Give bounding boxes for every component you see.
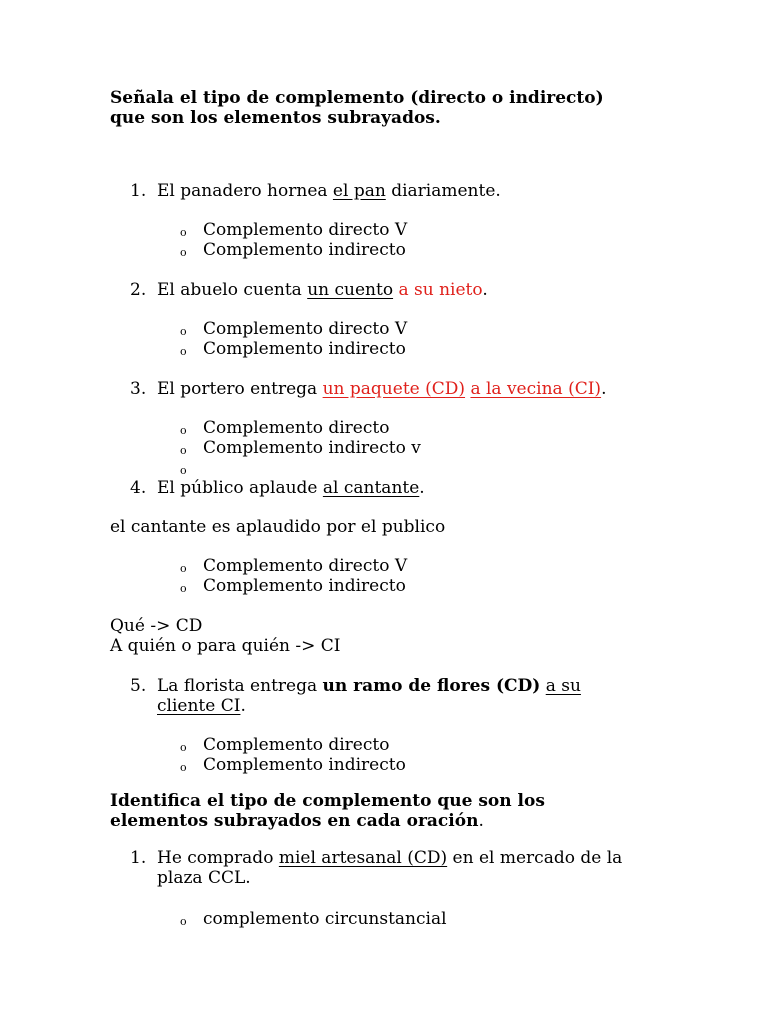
section-title-line-1: Señala el tipo de complemento (directo o indirecto) [110, 88, 604, 108]
question-number: 4. [130, 478, 147, 498]
section-title-line-2: que son los elementos subrayados. [110, 108, 441, 128]
bullet-icon: o [180, 444, 187, 457]
question-number: 5. [130, 676, 147, 696]
bullet-icon: o [180, 915, 187, 928]
section-title-end: . [478, 811, 484, 831]
question-text: El abuelo cuenta [157, 280, 308, 300]
question-text: . [419, 478, 425, 498]
question-1-text [157, 181, 501, 201]
question-text: diariamente. [385, 181, 501, 201]
bullet-icon: o [180, 464, 187, 477]
red-element: a su nieto [398, 280, 483, 300]
option-label: Complemento indirecto [203, 339, 406, 359]
question-number: 3. [130, 379, 147, 399]
bullet-icon: o [180, 761, 187, 774]
note-text: el cantante es aplaudido por el publico [110, 517, 446, 537]
bullet-icon: o [180, 424, 187, 437]
question-text: . [601, 379, 607, 399]
option-label: Complemento directo [203, 418, 390, 438]
rule-text: Qué -> CD [110, 616, 203, 636]
bullet-icon: o [180, 246, 187, 259]
underlined-element: al cantante [322, 478, 420, 498]
bullet-icon: o [180, 582, 187, 595]
option-label: Complemento indirecto [203, 755, 406, 775]
option-label: Complemento indirecto v [203, 438, 421, 458]
question-2-text [157, 280, 488, 300]
bullet-icon: o [180, 325, 187, 338]
question-text: El panadero hornea [157, 181, 333, 201]
rule-text: A quién o para quién -> CI [110, 636, 341, 656]
bold-element: un ramo de flores (CD) [322, 676, 541, 696]
option-label: Complemento indirecto [203, 240, 406, 260]
question-number: 2. [130, 280, 147, 300]
section-title-text: Identifica el tipo de complemento que son los [110, 791, 545, 811]
underlined-element: miel artesanal (CD) [278, 848, 448, 868]
question-text: El público aplaude [157, 478, 323, 498]
part2-question-1-text [157, 848, 622, 868]
question-number: 1. [130, 848, 147, 868]
part2-question-1-text-line-2: plaza CCL. [157, 868, 251, 888]
option-label: Complemento indirecto [203, 576, 406, 596]
question-text: en el mercado de la [447, 848, 623, 868]
question-5-text [157, 676, 581, 696]
option-label: complemento circunstancial [203, 909, 447, 929]
option-label: Complemento directo [203, 735, 390, 755]
question-3-text [157, 379, 606, 399]
question-number: 1. [130, 181, 147, 201]
question-text: La florista entrega [157, 676, 323, 696]
question-text: . [482, 280, 488, 300]
section-title-text: elementos subrayados en cada oración [110, 811, 479, 831]
question-5-text-line-2 [157, 696, 246, 716]
question-text: . [240, 696, 246, 716]
underlined-element: el pan [332, 181, 386, 201]
option-label: Complemento directo V [203, 220, 408, 240]
underlined-element: cliente CI [157, 696, 241, 716]
question-text: He comprado [157, 848, 279, 868]
question-4-text [157, 478, 425, 498]
underlined-element: a la vecina (CI) [470, 379, 602, 399]
option-label: Complemento directo V [203, 556, 408, 576]
bullet-icon: o [180, 562, 187, 575]
underlined-element: un paquete (CD) [322, 379, 466, 399]
question-text: El portero entrega [157, 379, 323, 399]
bullet-icon: o [180, 345, 187, 358]
bullet-icon: o [180, 226, 187, 239]
underlined-element: un cuento [307, 280, 394, 300]
bullet-icon: o [180, 741, 187, 754]
option-label: Complemento directo V [203, 319, 408, 339]
section-title-line-1 [110, 791, 545, 811]
section-title-line-2 [110, 811, 484, 831]
underlined-element: a su [545, 676, 581, 696]
